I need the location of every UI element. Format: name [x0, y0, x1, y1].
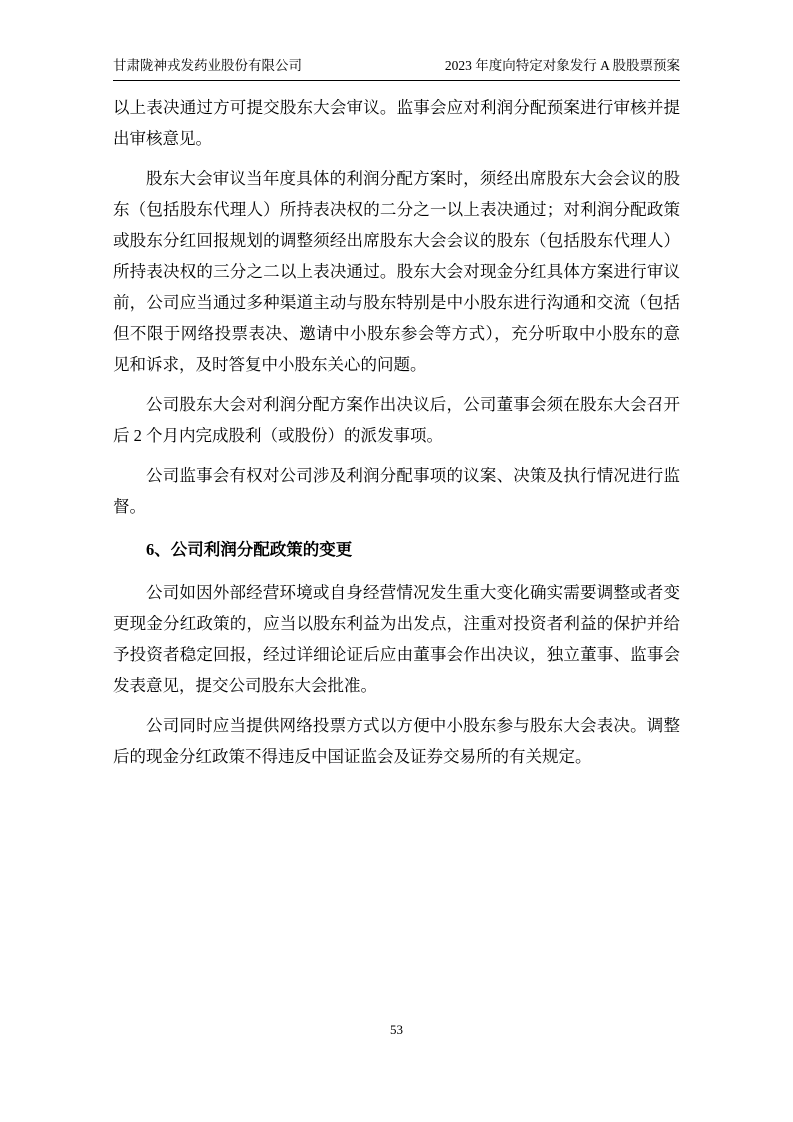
page-footer — [0, 1022, 793, 1038]
page-number: 53 — [390, 1022, 403, 1037]
paragraph-general-meeting-review: 股东大会审议当年度具体的利润分配方案时，须经出席股东大会会议的股东（包括股东代理人）所持表决权的二分之一以上表决通过；对利润分配政策或股东分红回报规划的调整须经出席股东大会会议的股东（包括股东代理人）所持表决权的三分之二以上表决通过。股东大会对现金分红具体方案进行审议前，公司应当通过多种渠道主动与股东特别是中小股东进行沟通和交流（包括但不限于网络投票表决、邀请中小股东参会等方式），充分听取中小股东的意见和诉求，及时答复中小股东关心的问题。 — [113, 169, 680, 374]
header-doc-title: 2023 年度向特定对象发行 A 股股票预案 — [444, 58, 680, 73]
header-company-name: 甘肃陇神戎发药业股份有限公司 — [113, 58, 302, 73]
paragraph-supervisory-board: 公司监事会有权对公司涉及利润分配事项的议案、决策及执行情况进行监督。 — [113, 466, 680, 516]
page-header — [113, 57, 680, 81]
paragraph-dividend-payout: 公司股东大会对利润分配方案作出决议后，公司董事会须在股东大会召开后 2 个月内完成股利（或股份）的派发事项。 — [113, 395, 680, 445]
section-heading-6: 6、公司利润分配政策的变更 — [146, 540, 353, 559]
paragraph-policy-change: 公司如因外部经营环境或自身经营情况发生重大变化确实需要调整或者变更现金分红政策的，应当以股东利益为出发点，注重对投资者利益的保护并给予投资者稳定回报，经过详细论证后应由董事会作出决议，独立董事、监事会发表意见，提交公司股东大会批准。 — [113, 583, 680, 695]
document-body — [113, 92, 680, 772]
paragraph-online-voting: 公司同时应当提供网络投票方式以方便中小股东参与股东大会表决。调整后的现金分红政策不得违反中国证监会及证券交易所的有关规定。 — [113, 716, 680, 766]
paragraph-continuation: 以上表决通过方可提交股东大会审议。监事会应对利润分配预案进行审核并提出审核意见。 — [113, 98, 680, 148]
